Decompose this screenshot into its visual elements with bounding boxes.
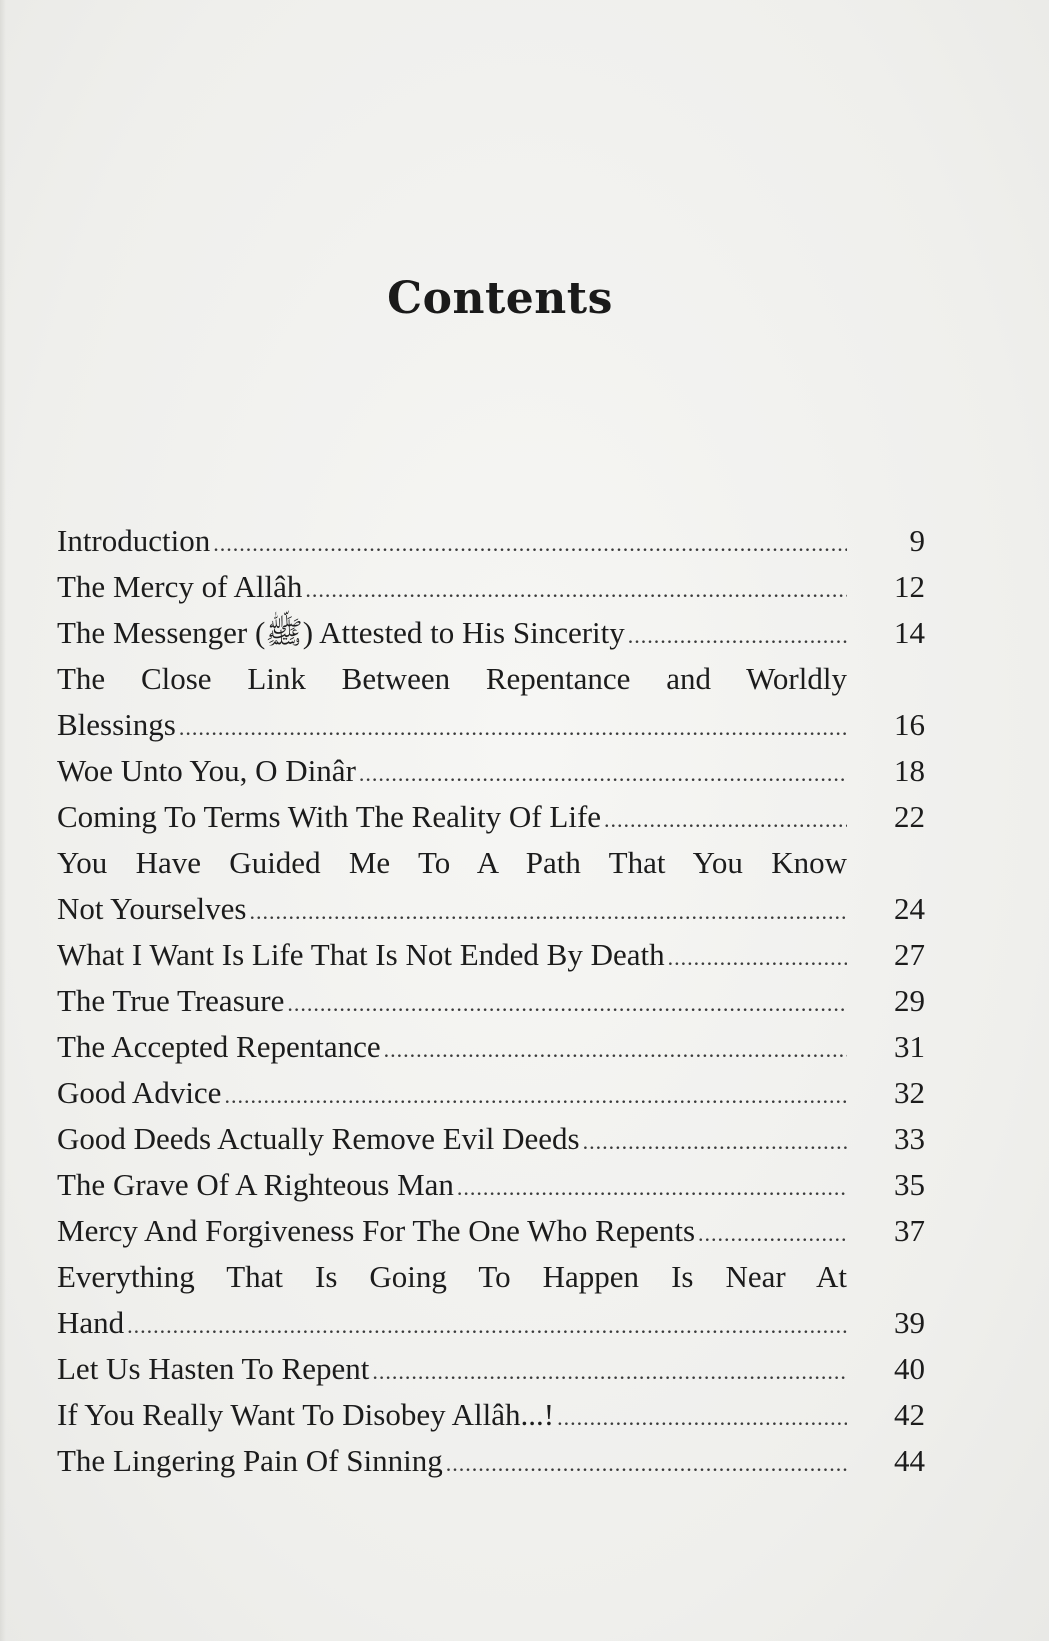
- dot-leader: [698, 1211, 847, 1257]
- dot-leader: [668, 935, 847, 981]
- toc-page-number: 22: [894, 799, 925, 834]
- toc-entry: [57, 978, 925, 1024]
- toc-entry: [57, 610, 925, 656]
- toc-entry-title: If You Really Want To Disobey Allâh...!: [57, 1397, 555, 1432]
- toc-entry-title: Blessings: [57, 707, 176, 742]
- toc-entry-title: Woe Unto You, O Dinâr: [57, 753, 356, 788]
- toc-page-number: 31: [894, 1029, 925, 1064]
- toc-entry-title: Not Yourselves: [57, 891, 247, 926]
- toc-entry: [57, 1024, 925, 1070]
- toc-entry-title: What I Want Is Life That Is Not Ended By Death: [57, 937, 665, 972]
- dot-leader: [359, 751, 847, 797]
- dot-leader: [224, 1073, 847, 1119]
- dot-leader: [604, 797, 847, 843]
- toc-entry: [57, 1254, 925, 1346]
- toc-entry: [57, 1070, 925, 1116]
- toc-entry-title: The Accepted Repentance: [57, 1029, 381, 1064]
- dot-leader: [213, 521, 847, 567]
- toc-page-number: 12: [894, 569, 925, 604]
- toc-entry: [57, 564, 925, 610]
- toc-entry-title: Mercy And Forgiveness For The One Who Repents: [57, 1213, 696, 1248]
- toc-entry-title-line: You Have Guided Me To A Path That You Know: [57, 845, 847, 880]
- toc-page-number: 42: [894, 1397, 925, 1432]
- toc-entry: [57, 1392, 925, 1438]
- toc-entry-title: Introduction: [57, 523, 211, 558]
- toc-page-number: 39: [894, 1305, 925, 1340]
- toc-entry-title-line: Everything That Is Going To Happen Is Near At: [57, 1259, 847, 1294]
- toc-entry: [57, 1438, 925, 1484]
- toc-entry: [57, 1116, 925, 1162]
- toc-entry: [57, 1162, 925, 1208]
- toc-page-number: 32: [894, 1075, 925, 1110]
- toc-entry-title: Good Advice: [57, 1075, 222, 1110]
- dot-leader: [557, 1395, 847, 1441]
- page-title: Contents: [387, 273, 613, 325]
- toc-entry-title-line: The Close Link Between Repentance and Worldly: [57, 661, 847, 696]
- toc-entry-title: Hand: [57, 1305, 125, 1340]
- toc-page-number: 16: [894, 707, 925, 742]
- page-edge-shadow: [0, 0, 6, 1641]
- toc-page-number: 9: [909, 523, 925, 558]
- dot-leader: [179, 705, 847, 751]
- toc-page-number: 18: [894, 753, 925, 788]
- toc-entry: [57, 518, 925, 564]
- dot-leader: [446, 1441, 847, 1487]
- toc-page-number: 37: [894, 1213, 925, 1248]
- toc-page-number: 29: [894, 983, 925, 1018]
- toc-entry: [57, 794, 925, 840]
- dot-leader: [372, 1349, 847, 1395]
- toc-entry: [57, 932, 925, 978]
- dot-leader: [305, 567, 847, 613]
- toc-entry-title: The Grave Of A Righteous Man: [57, 1167, 454, 1202]
- toc-entry: [57, 1346, 925, 1392]
- toc-entry-title: The Messenger (ﷺ) Attested to His Sincerity: [57, 615, 625, 650]
- toc-page-number: 44: [894, 1443, 925, 1478]
- toc-entry-title: The Mercy of Allâh: [57, 569, 303, 604]
- toc-page-number: 35: [894, 1167, 925, 1202]
- dot-leader: [127, 1303, 847, 1349]
- toc-entry-title: The True Treasure: [57, 983, 285, 1018]
- toc-page-number: 40: [894, 1351, 925, 1386]
- dot-leader: [249, 889, 847, 935]
- toc-entry: [57, 748, 925, 794]
- toc-page-number: 14: [894, 615, 925, 650]
- dot-leader: [384, 1027, 847, 1073]
- toc-entry-title: Let Us Hasten To Repent: [57, 1351, 370, 1386]
- dot-leader: [628, 613, 847, 659]
- toc-entry-title: Good Deeds Actually Remove Evil Deeds: [57, 1121, 580, 1156]
- toc-entry-title: The Lingering Pain Of Sinning: [57, 1443, 443, 1478]
- toc-entry: [57, 1208, 925, 1254]
- toc-page-number: 33: [894, 1121, 925, 1156]
- dot-leader: [287, 981, 847, 1027]
- toc-entry: [57, 656, 925, 748]
- dot-leader: [583, 1119, 847, 1165]
- toc-page-number: 27: [894, 937, 925, 972]
- table-of-contents: [57, 518, 925, 1484]
- toc-page-number: 24: [894, 891, 925, 926]
- toc-entry: [57, 840, 925, 932]
- dot-leader: [457, 1165, 847, 1211]
- toc-entry-title: Coming To Terms With The Reality Of Life: [57, 799, 602, 834]
